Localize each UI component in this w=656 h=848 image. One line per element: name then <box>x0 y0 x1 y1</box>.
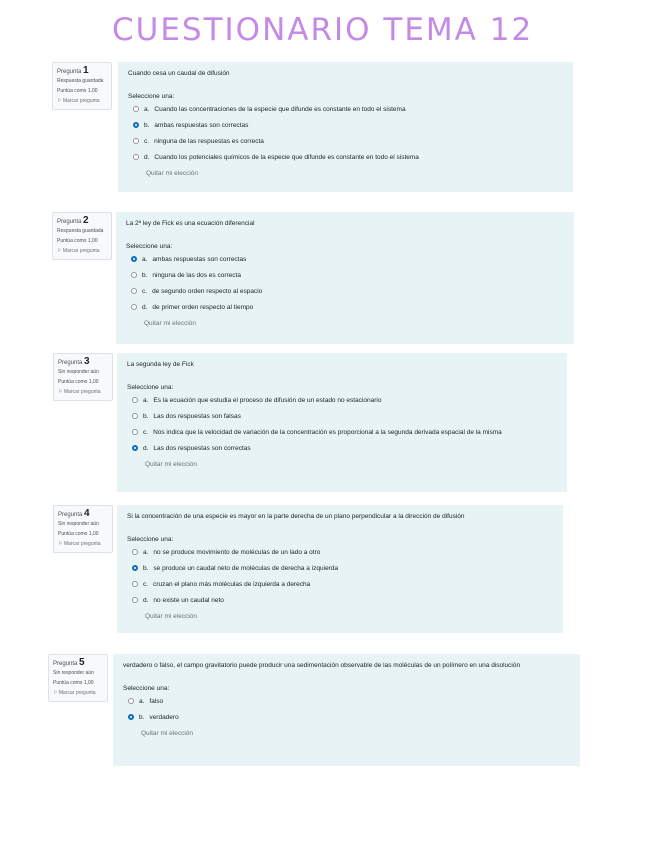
question-state: Respuesta guardada <box>57 228 104 234</box>
question-info <box>52 62 112 110</box>
radio-button[interactable] <box>133 138 139 144</box>
question-text: La segunda ley de Fick <box>127 361 194 368</box>
question-text: verdadero o falso, el campo gravitatorio puede producir una sedimentación observable de las moléculas de un polímero en una disolución <box>123 662 521 669</box>
radio-button[interactable] <box>132 397 138 403</box>
answer-option-d[interactable]: d. Las dos respuestas son correctas <box>127 444 557 453</box>
question-points: Puntúa como 1,00 <box>58 531 99 537</box>
flag-icon: ⚐ <box>58 541 63 547</box>
question-info <box>48 654 108 702</box>
clear-choice-link[interactable]: Quitar mi elección <box>141 730 194 737</box>
clear-choice-link[interactable]: Quitar mi elección <box>144 320 197 327</box>
radio-button-selected[interactable] <box>133 122 139 128</box>
question-points: Puntúa como 1,00 <box>57 238 98 244</box>
question-state: Sin responder aún <box>58 369 99 375</box>
flag-question-link[interactable]: ⚐ Marcar pregunta <box>58 541 101 547</box>
answer-option-c[interactable]: c. cruzan el plano más moléculas de izquierda a derecha <box>127 580 553 589</box>
clear-choice-link[interactable]: Quitar mi elección <box>145 461 198 468</box>
select-prompt: Seleccione una: <box>127 384 174 391</box>
flag-question-link[interactable]: ⚐ Marcar pregunta <box>57 248 100 254</box>
answer-option-c[interactable]: c. Nos indica que la velocidad de variación de la concentración es proporcional a la segunda derivada espacial de la misma <box>127 428 557 437</box>
clear-choice-link[interactable]: Quitar mi elección <box>145 613 198 620</box>
question-content <box>117 505 563 633</box>
radio-button-selected[interactable] <box>132 565 138 571</box>
flag-question-link[interactable]: ⚐ Marcar pregunta <box>53 690 96 696</box>
flag-icon: ⚐ <box>57 248 62 254</box>
page-title: CUESTIONARIO TEMA 12 <box>112 12 534 48</box>
radio-button[interactable] <box>132 549 138 555</box>
radio-button-selected[interactable] <box>131 256 137 262</box>
answer-option-a[interactable]: a. no se produce movimiento de moléculas de un lado a otro <box>127 548 553 557</box>
question-state: Respuesta guardada <box>57 78 104 84</box>
select-prompt: Seleccione una: <box>127 536 174 543</box>
answer-option-b[interactable]: b. se produce un caudal neto de moléculas de derecha a izquierda <box>127 564 553 573</box>
question-text: Cuando cesa un caudal de difusión <box>128 70 230 77</box>
answer-option-a[interactable]: a. Cuando las concentraciones de la especie que difunde es constante en todo el sistema <box>128 105 563 114</box>
question-content <box>116 212 574 344</box>
radio-button-selected[interactable] <box>132 445 138 451</box>
question-number: Pregunta 1 <box>57 65 89 76</box>
radio-button[interactable] <box>131 272 137 278</box>
question-info <box>53 505 113 553</box>
select-prompt: Seleccione una: <box>128 93 175 100</box>
flag-question-link[interactable]: ⚐ Marcar pregunta <box>58 389 101 395</box>
answer-option-a[interactable]: a. falso <box>123 697 570 706</box>
answer-option-c[interactable]: c. de segundo orden respecto al espacio <box>126 287 564 296</box>
radio-button[interactable] <box>132 581 138 587</box>
answer-option-b[interactable]: b. ninguna de las dos es correcta <box>126 271 564 280</box>
answer-option-d[interactable]: d. de primer orden respecto al tiempo <box>126 303 564 312</box>
answer-option-a[interactable]: a. Es la ecuación que estudia el proceso de difusión de un estado no estacionario <box>127 396 557 405</box>
radio-button[interactable] <box>133 106 139 112</box>
question-content <box>113 654 580 766</box>
question-content <box>118 62 573 192</box>
question-points: Puntúa como 1,00 <box>57 88 98 94</box>
select-prompt: Seleccione una: <box>126 243 173 250</box>
radio-button[interactable] <box>131 288 137 294</box>
flag-icon: ⚐ <box>58 389 63 395</box>
select-prompt: Seleccione una: <box>123 685 170 692</box>
answer-option-b[interactable]: b. verdadero <box>123 713 570 722</box>
answer-option-b[interactable]: b. ambas respuestas son correctas <box>128 121 563 130</box>
flag-icon: ⚐ <box>53 690 58 696</box>
question-number: Pregunta 3 <box>58 356 90 367</box>
answer-option-b[interactable]: b. Las dos respuestas son falsas <box>127 412 557 421</box>
answer-option-c[interactable]: c. ninguna de las respuestas es correcta <box>128 137 563 146</box>
answer-option-a[interactable]: a. ambas respuestas son correctas <box>126 255 564 264</box>
question-state: Sin responder aún <box>53 670 94 676</box>
question-info <box>53 353 113 401</box>
answer-option-d[interactable]: d. no existe un caudal neto <box>127 596 553 605</box>
question-points: Puntúa como 1,00 <box>53 680 94 686</box>
question-info <box>52 212 112 260</box>
question-state: Sin responder aún <box>58 521 99 527</box>
question-number: Pregunta 4 <box>58 508 90 519</box>
flag-question-link[interactable]: ⚐ Marcar pregunta <box>57 98 100 104</box>
clear-choice-link[interactable]: Quitar mi elección <box>146 170 199 177</box>
radio-button[interactable] <box>133 154 139 160</box>
radio-button[interactable] <box>132 429 138 435</box>
radio-button[interactable] <box>132 413 138 419</box>
question-number: Pregunta 2 <box>57 215 89 226</box>
radio-button[interactable] <box>128 698 134 704</box>
question-text: La 2ª ley de Fick es una ecuación diferencial <box>126 220 255 227</box>
radio-button-selected[interactable] <box>128 714 134 720</box>
answer-option-d[interactable]: d. Cuando los potenciales químicos de la especie que difunde es constante en todo el sistema <box>128 153 563 162</box>
question-text: Si la concentración de una especie es mayor en la parte derecha de un plano perpendicular a la dirección de difusión <box>127 513 465 520</box>
radio-button[interactable] <box>131 304 137 310</box>
question-content <box>117 353 567 492</box>
radio-button[interactable] <box>132 597 138 603</box>
flag-icon: ⚐ <box>57 98 62 104</box>
question-number: Pregunta 5 <box>53 657 85 668</box>
question-points: Puntúa como 1,00 <box>58 379 99 385</box>
